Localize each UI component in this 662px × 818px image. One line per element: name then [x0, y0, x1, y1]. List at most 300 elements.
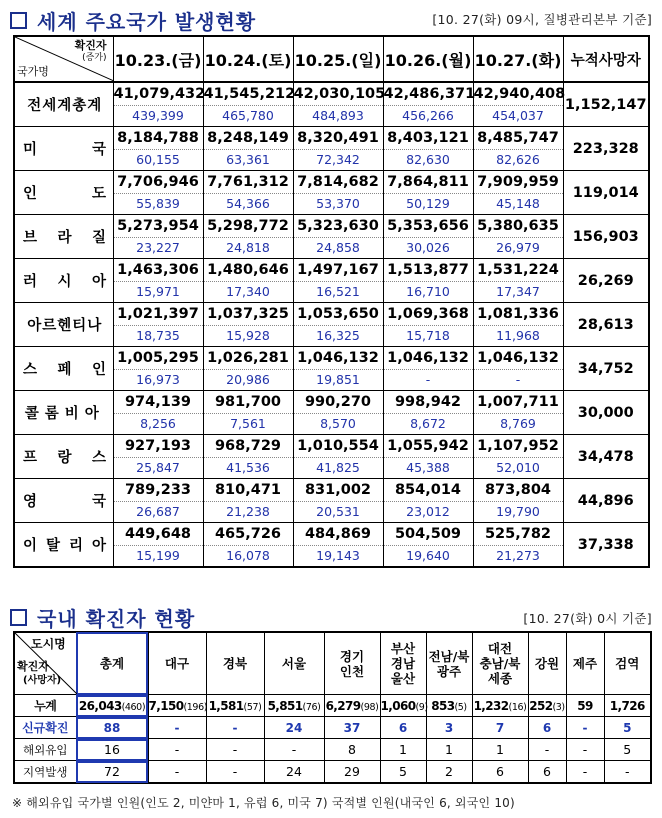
total-count: 26,043: [78, 698, 122, 713]
cumulative-confirmed: 1,055,942: [384, 435, 473, 458]
daily-increase: 21,273: [496, 548, 540, 563]
daily-cell: [383, 303, 473, 347]
daily-increase: 23,227: [136, 240, 180, 255]
daily-increase: 19,851: [316, 372, 360, 387]
country-row: [14, 523, 649, 568]
country-name: [14, 479, 113, 523]
daily-cell: [293, 82, 386, 127]
region-value: -: [148, 717, 206, 739]
country-row: [14, 303, 649, 347]
cumulative-confirmed: 42,486,371: [384, 83, 473, 106]
total-count: 1,232: [473, 698, 509, 713]
header-confirmed: 확진자: [17, 660, 49, 673]
cumulative-deaths: 37,338: [563, 523, 649, 568]
country-name: [14, 523, 113, 568]
world-note: [10. 27(화) 09시, 질병관리본부 기준]: [432, 12, 652, 27]
region-header: 대전 충남/북 세종: [472, 632, 528, 695]
daily-cell: [293, 391, 383, 435]
country-name-part: 질: [91, 230, 107, 246]
country-name: [14, 391, 113, 435]
daily-increase: -: [425, 372, 431, 387]
country-name: [14, 347, 113, 391]
daily-cell: [473, 479, 563, 523]
region-value: [472, 695, 528, 717]
cumulative-confirmed: 5,353,656: [384, 215, 473, 238]
domestic-title: 국내 확진자 현황: [37, 607, 196, 631]
total-count: 5,851: [267, 698, 303, 713]
daily-cell: [293, 215, 383, 259]
cumulative-deaths: 119,014: [563, 171, 649, 215]
region-value: [76, 695, 148, 717]
header-date: 10.23.(금): [113, 36, 203, 82]
country-row: [14, 215, 649, 259]
daily-cell: [383, 347, 473, 391]
daily-cell: [203, 259, 293, 303]
daily-cell: [383, 82, 476, 127]
total-count: 1,060: [380, 698, 416, 713]
country-name: [14, 215, 113, 259]
domestic-row: [14, 761, 651, 784]
region-header: 총계: [76, 632, 148, 695]
region-value: 72: [76, 761, 148, 784]
cumulative-confirmed: 810,471: [204, 479, 293, 502]
daily-cell: [113, 259, 203, 303]
country-name-part: 스: [23, 362, 38, 378]
region-value: -: [604, 761, 651, 784]
daily-cell: [473, 171, 563, 215]
cumulative-deaths: 44,896: [563, 479, 649, 523]
cumulative-confirmed: 789,233: [114, 479, 203, 502]
daily-cell: [383, 523, 473, 568]
daily-cell: [473, 259, 563, 303]
cumulative-confirmed: 465,726: [204, 523, 293, 546]
cumulative-confirmed: 1,069,368: [384, 303, 473, 326]
region-value: -: [264, 739, 324, 761]
region-value: [148, 695, 206, 717]
row-label: 누계: [14, 695, 76, 717]
cumulative-confirmed: 7,761,312: [204, 171, 293, 194]
daily-increase: 20,531: [316, 504, 360, 519]
row-label: 지역발생: [14, 761, 76, 784]
daily-increase: 63,361: [226, 152, 270, 167]
daily-increase: 55,839: [136, 196, 180, 211]
country-name-part: 러: [23, 274, 38, 290]
country-row: [14, 479, 649, 523]
daily-increase: 465,780: [222, 108, 274, 123]
country-name-text: 콜롬비아: [24, 406, 105, 422]
region-value: 2: [426, 761, 472, 784]
country-name-part: 미: [23, 142, 38, 158]
country-name-part: 인: [91, 362, 107, 378]
daily-increase: 15,971: [136, 284, 180, 299]
region-value: [324, 695, 380, 717]
daily-cell: [293, 127, 383, 171]
region-value: 6: [528, 717, 566, 739]
daily-increase: 21,238: [226, 504, 270, 519]
daily-cell: [203, 435, 293, 479]
cumulative-confirmed: 1,010,554: [294, 435, 383, 458]
cumulative-confirmed: 7,864,811: [384, 171, 473, 194]
daily-increase: 26,979: [496, 240, 540, 255]
country-name-part: 도: [91, 186, 107, 202]
daily-cell: [293, 435, 383, 479]
world-title: 세계 주요국가 발생현황: [37, 10, 257, 34]
region-value: [426, 695, 472, 717]
region-value: 16: [76, 739, 148, 761]
cumulative-confirmed: 5,273,954: [114, 215, 203, 238]
cumulative-confirmed: 5,298,772: [204, 215, 293, 238]
row-label: 신규확진: [14, 717, 76, 739]
region-value: [264, 695, 324, 717]
cumulative-deaths: 34,478: [563, 435, 649, 479]
country-name: [14, 127, 113, 171]
daily-cell: [113, 127, 203, 171]
region-value: 5: [604, 739, 651, 761]
region-value: [380, 695, 426, 717]
cumulative-confirmed: 8,485,747: [474, 127, 563, 150]
header-new: (증가): [82, 53, 107, 63]
cumulative-confirmed: 1,026,281: [204, 347, 293, 370]
daily-cell: [473, 523, 563, 568]
death-count: (9): [415, 701, 428, 713]
cumulative-confirmed: 1,497,167: [294, 259, 383, 282]
daily-cell: [113, 479, 203, 523]
domestic-footnote: ※ 해외유입 국가별 인원(인도 2, 미얀마 1, 유럽 6, 미국 7) 국적별 인원(내국인 6, 외국인 10): [12, 796, 515, 810]
death-count: (5): [454, 701, 467, 713]
cumulative-confirmed: 974,139: [114, 391, 203, 414]
daily-increase: 16,521: [316, 284, 360, 299]
daily-increase: 53,370: [316, 196, 360, 211]
region-value: -: [566, 739, 604, 761]
cumulative-confirmed: 449,648: [114, 523, 203, 546]
cumulative-confirmed: 927,193: [114, 435, 203, 458]
country-name-part: 랑: [57, 450, 72, 466]
daily-increase: 484,893: [312, 108, 364, 123]
daily-cell: [383, 127, 473, 171]
daily-increase: 30,026: [406, 240, 450, 255]
cumulative-deaths: 156,903: [563, 215, 649, 259]
daily-increase: 24,818: [226, 240, 270, 255]
country-row: [14, 347, 649, 391]
country-name: [14, 82, 113, 127]
country-name-part: 아: [91, 274, 107, 290]
cumulative-confirmed: 1,513,877: [384, 259, 473, 282]
daily-increase: 50,129: [406, 196, 450, 211]
region-header: 전남/북 광주: [426, 632, 472, 695]
daily-increase: 15,928: [226, 328, 270, 343]
death-count: (98): [360, 701, 379, 713]
country-name-part: 국: [91, 142, 107, 158]
cumulative-confirmed: 1,531,224: [474, 259, 563, 282]
cumulative-confirmed: 42,940,408: [474, 83, 563, 106]
total-count: 1,581: [208, 698, 244, 713]
region-value: -: [206, 717, 264, 739]
daily-cell: [473, 347, 563, 391]
daily-increase: 82,630: [406, 152, 450, 167]
region-value: 1: [472, 739, 528, 761]
death-count: (16): [508, 701, 527, 713]
cumulative-confirmed: 1,463,306: [114, 259, 203, 282]
cumulative-deaths: 34,752: [563, 347, 649, 391]
checkbox-square-icon: [10, 609, 27, 626]
country-name: [14, 259, 113, 303]
total-count: 59: [577, 698, 593, 713]
daily-cell: [203, 171, 293, 215]
country-name-part: 프: [23, 450, 38, 466]
country-name: [14, 435, 113, 479]
daily-increase: 26,687: [136, 504, 180, 519]
daily-cell: [473, 391, 563, 435]
region-value: -: [206, 761, 264, 784]
daily-increase: 17,340: [226, 284, 270, 299]
region-value: 5: [380, 761, 426, 784]
country-row: [14, 259, 649, 303]
region-value: 6: [472, 761, 528, 784]
region-value: [566, 695, 604, 717]
country-name-text: 전세계총계: [27, 98, 103, 114]
region-value: -: [566, 717, 604, 739]
daily-cell: [113, 303, 203, 347]
country-name-part: 브: [23, 230, 38, 246]
daily-cell: [473, 435, 563, 479]
region-value: -: [566, 761, 604, 784]
country-name: [14, 171, 113, 215]
cumulative-confirmed: 990,270: [294, 391, 383, 414]
daily-cell: [203, 127, 293, 171]
cumulative-confirmed: 873,804: [474, 479, 563, 502]
region-header: 강원: [528, 632, 566, 695]
daily-increase: 16,973: [136, 372, 180, 387]
cumulative-confirmed: 1,007,711: [474, 391, 563, 414]
region-value: 24: [264, 717, 324, 739]
cumulative-confirmed: 1,480,646: [204, 259, 293, 282]
daily-cell: [293, 303, 383, 347]
cumulative-confirmed: 504,509: [384, 523, 473, 546]
country-row: [14, 435, 649, 479]
daily-increase: 8,769: [500, 416, 536, 431]
domestic-row: [14, 695, 651, 717]
region-value: 24: [264, 761, 324, 784]
region-value: [604, 695, 651, 717]
region-value: [206, 695, 264, 717]
region-value: 1: [380, 739, 426, 761]
cumulative-confirmed: 1,037,325: [204, 303, 293, 326]
death-count: (57): [243, 701, 262, 713]
cumulative-confirmed: 1,046,132: [384, 347, 473, 370]
total-count: 6,279: [325, 698, 361, 713]
cumulative-confirmed: 1,021,397: [114, 303, 203, 326]
cumulative-confirmed: 5,323,630: [294, 215, 383, 238]
row-label: 해외유입: [14, 739, 76, 761]
header-date: 10.24.(토): [203, 36, 293, 82]
country-name-part: 리: [68, 538, 84, 554]
region-value: -: [528, 739, 566, 761]
daily-cell: [203, 303, 293, 347]
daily-cell: [473, 82, 566, 127]
region-value: 29: [324, 761, 380, 784]
daily-increase: 20,986: [226, 372, 270, 387]
daily-increase: 82,626: [496, 152, 540, 167]
country-name-part: 아: [91, 538, 107, 554]
daily-increase: 456,266: [402, 108, 454, 123]
death-count: (196): [183, 701, 208, 713]
domestic-table: [13, 631, 652, 784]
cumulative-confirmed: 981,700: [204, 391, 293, 414]
daily-cell: [293, 171, 383, 215]
region-value: 7: [472, 717, 528, 739]
cumulative-confirmed: 525,782: [474, 523, 563, 546]
daily-cell: [113, 435, 203, 479]
header-date: 10.27.(화): [473, 36, 563, 82]
cumulative-confirmed: 1,053,650: [294, 303, 383, 326]
cumulative-confirmed: 7,909,959: [474, 171, 563, 194]
daily-cell: [203, 523, 293, 568]
domestic-row: [14, 717, 651, 739]
daily-increase: 15,199: [136, 548, 180, 563]
cumulative-confirmed: 5,380,635: [474, 215, 563, 238]
daily-increase: 8,570: [320, 416, 356, 431]
daily-increase: 24,858: [316, 240, 360, 255]
daily-increase: 15,718: [406, 328, 450, 343]
daily-cell: [473, 303, 563, 347]
cumulative-confirmed: 854,014: [384, 479, 473, 502]
cumulative-deaths: 30,000: [563, 391, 649, 435]
cumulative-confirmed: 41,079,432: [114, 83, 203, 106]
daily-increase: 25,847: [136, 460, 180, 475]
domestic-section-title: [10, 603, 195, 632]
daily-cell: [113, 171, 203, 215]
country-name-text: 아르헨티나: [27, 318, 103, 334]
daily-increase: -: [515, 372, 521, 387]
death-count: (76): [302, 701, 321, 713]
country-name-part: 스: [91, 450, 107, 466]
daily-increase: 454,037: [492, 108, 544, 123]
header-date: 10.26.(월): [383, 36, 473, 82]
cumulative-confirmed: 1,107,952: [474, 435, 563, 458]
country-name-part: 페: [57, 362, 72, 378]
domestic-row: [14, 739, 651, 761]
daily-cell: [203, 347, 293, 391]
daily-increase: 7,561: [230, 416, 266, 431]
country-row: [14, 171, 649, 215]
cumulative-confirmed: 1,046,132: [294, 347, 383, 370]
daily-increase: 72,342: [316, 152, 360, 167]
daily-increase: 8,672: [410, 416, 446, 431]
total-count: 1,726: [609, 698, 645, 713]
header-city: 도시명: [31, 637, 66, 651]
daily-increase: 41,825: [316, 460, 360, 475]
daily-cell: [383, 259, 473, 303]
daily-cell: [113, 523, 203, 568]
daily-increase: 23,012: [406, 504, 450, 519]
cumulative-confirmed: 831,002: [294, 479, 383, 502]
total-count: 7,150: [148, 698, 184, 713]
world-table: [13, 35, 650, 568]
daily-increase: 439,399: [132, 108, 184, 123]
domestic-note: [10. 27(화) 0시 기준]: [523, 611, 652, 626]
country-name-part: 국: [91, 494, 107, 510]
header-deaths: 누적사망자: [563, 36, 649, 82]
region-header: 부산 경남 울산: [380, 632, 426, 695]
death-count: (3): [552, 701, 565, 713]
total-count: 252: [529, 698, 553, 713]
daily-cell: [293, 259, 383, 303]
total-count: 853: [431, 698, 455, 713]
region-value: 6: [380, 717, 426, 739]
country-name-part: 이: [23, 538, 38, 554]
country-row: [14, 391, 649, 435]
country-row: [14, 127, 649, 171]
daily-cell: [293, 347, 383, 391]
daily-increase: 8,256: [140, 416, 176, 431]
cumulative-deaths: 1,152,147: [563, 82, 649, 127]
country-name-part: 탈: [45, 538, 61, 554]
region-value: 3: [426, 717, 472, 739]
cumulative-deaths: 26,269: [563, 259, 649, 303]
daily-cell: [203, 215, 293, 259]
region-header: 서울: [264, 632, 324, 695]
daily-increase: 11,968: [496, 328, 540, 343]
daily-cell: [113, 82, 206, 127]
cumulative-confirmed: 1,081,336: [474, 303, 563, 326]
region-header: 경기 인천: [324, 632, 380, 695]
cumulative-confirmed: 1,005,295: [114, 347, 203, 370]
cumulative-confirmed: 8,248,149: [204, 127, 293, 150]
country-name-part: 영: [23, 494, 38, 510]
daily-increase: 16,078: [226, 548, 270, 563]
daily-cell: [383, 435, 473, 479]
region-header: 경북: [206, 632, 264, 695]
daily-cell: [203, 479, 293, 523]
region-value: 1: [426, 739, 472, 761]
header-country: 국가명: [17, 65, 49, 78]
daily-increase: 18,735: [136, 328, 180, 343]
daily-cell: [113, 347, 203, 391]
cumulative-confirmed: 8,403,121: [384, 127, 473, 150]
cumulative-deaths: 28,613: [563, 303, 649, 347]
region-value: 88: [76, 717, 148, 739]
daily-cell: [383, 171, 473, 215]
daily-increase: 60,155: [136, 152, 180, 167]
country-name-part: 라: [57, 230, 72, 246]
region-value: -: [148, 739, 206, 761]
daily-increase: 54,366: [226, 196, 270, 211]
world-header-corner: [14, 36, 113, 82]
daily-increase: 19,640: [406, 548, 450, 563]
daily-cell: [473, 127, 563, 171]
cumulative-confirmed: 42,030,105: [294, 83, 383, 106]
region-value: 5: [604, 717, 651, 739]
cumulative-confirmed: 7,814,682: [294, 171, 383, 194]
daily-increase: 45,148: [496, 196, 540, 211]
region-header: 대구: [148, 632, 206, 695]
domestic-header-corner: [14, 632, 76, 695]
region-value: 6: [528, 761, 566, 784]
daily-increase: 16,325: [316, 328, 360, 343]
country-name-part: 시: [57, 274, 72, 290]
daily-cell: [293, 523, 383, 568]
checkbox-square-icon: [10, 12, 27, 29]
cumulative-confirmed: 968,729: [204, 435, 293, 458]
cumulative-confirmed: 41,545,212: [204, 83, 293, 106]
cumulative-deaths: 223,328: [563, 127, 649, 171]
daily-cell: [383, 391, 473, 435]
cumulative-confirmed: 1,046,132: [474, 347, 563, 370]
daily-cell: [203, 391, 293, 435]
region-value: [528, 695, 566, 717]
world-section-title: [10, 6, 256, 35]
cumulative-confirmed: 8,184,788: [114, 127, 203, 150]
